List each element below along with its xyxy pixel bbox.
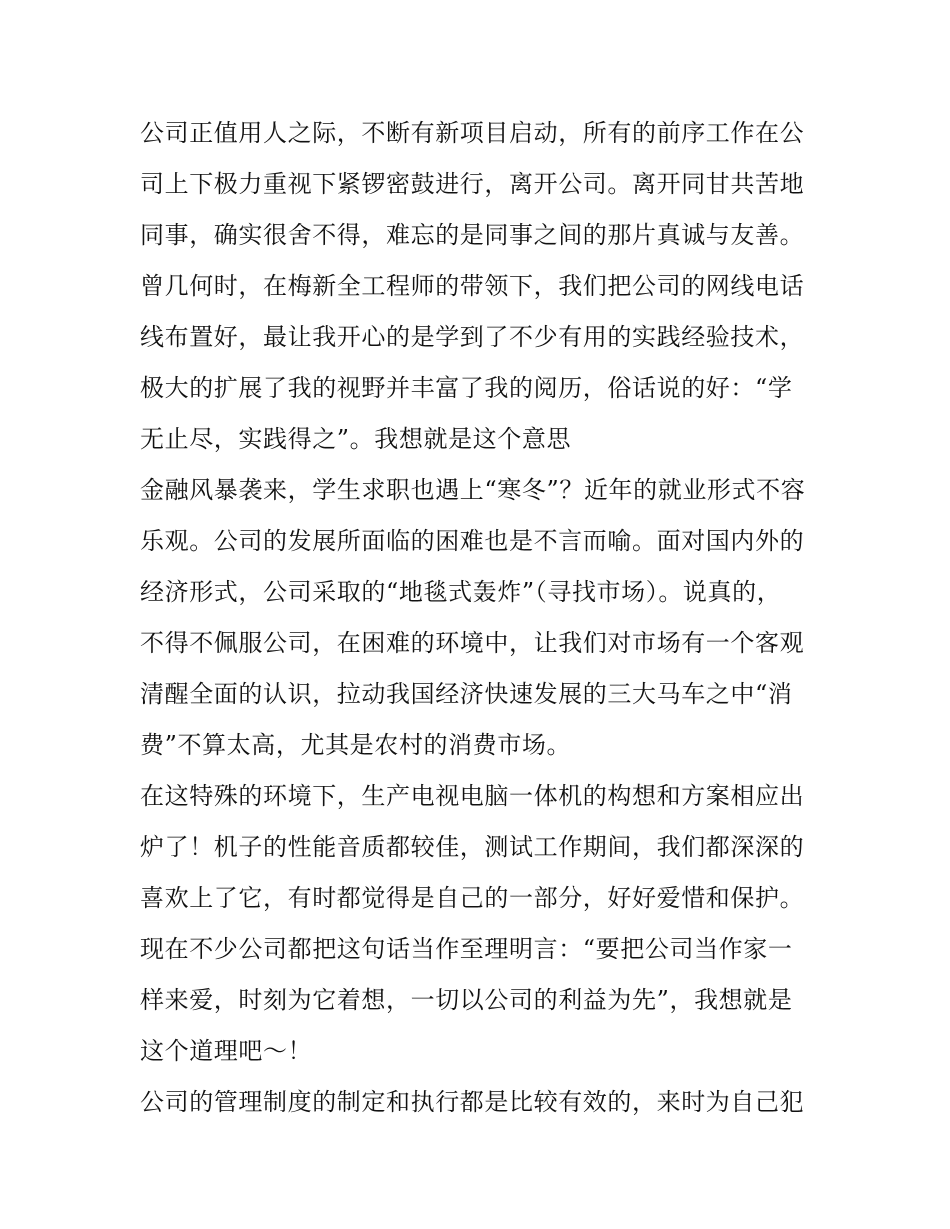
text-line: 线布置好，最让我开心的是学到了不少有用的实践经验技术， [140, 323, 805, 351]
text-line: 乐观。公司的发展所面临的困难也是不言而喻。面对国内外的 [140, 527, 805, 555]
text-line: 喜欢上了它，有时都觉得是自己的一部分，好好爱惜和保护。 [140, 884, 805, 912]
text-line: 不得不佩服公司，在困难的环境中，让我们对市场有一个客观 [140, 629, 805, 657]
text-line: 极大的扩展了我的视野并丰富了我的阅历，俗话说的好：“学 [140, 374, 793, 402]
text-line: 样来爱，时刻为它着想，一切以公司的利益为先”，我想就是 [140, 986, 793, 1014]
text-line: 清醒全面的认识，拉动我国经济快速发展的三大马车之中“消 [140, 680, 793, 708]
text-line: 在这特殊的环境下，生产电视电脑一体机的构想和方案相应出 [140, 782, 805, 810]
text-line: 经济形式，公司采取的“地毯式轰炸”（寻找市场）。说真的， [140, 578, 782, 606]
text-line: 同事，确实很舍不得，难忘的是同事之间的那片真诚与友善。 [140, 221, 805, 249]
text-line: 金融风暴袭来，学生求职也遇上“寒冬”？近年的就业形式不容 [140, 476, 806, 504]
text-line: 这个道理吧～！ [140, 1037, 313, 1065]
text-line: 费”不算太高，尤其是农村的消费市场。 [140, 731, 572, 759]
document-body [140, 108, 820, 1128]
text-line: 曾几何时，在梅新全工程师的带领下，我们把公司的网线电话 [140, 272, 805, 300]
text-line: 现在不少公司都把这句话当作至理明言：“要把公司当作家一 [140, 935, 793, 963]
text-line: 公司正值用人之际，不断有新项目启动，所有的前序工作在公 [140, 119, 805, 147]
text-line: 司上下极力重视下紧锣密鼓进行，离开公司。离开同甘共苦地 [140, 170, 805, 198]
text-line: 炉了！机子的性能音质都较佳，测试工作期间，我们都深深的 [140, 833, 805, 861]
text-line: 公司的管理制度的制定和执行都是比较有效的，来时为自己犯 [140, 1088, 805, 1116]
text-line: 无止尽，实践得之”。我想就是这个意思 [140, 425, 572, 453]
